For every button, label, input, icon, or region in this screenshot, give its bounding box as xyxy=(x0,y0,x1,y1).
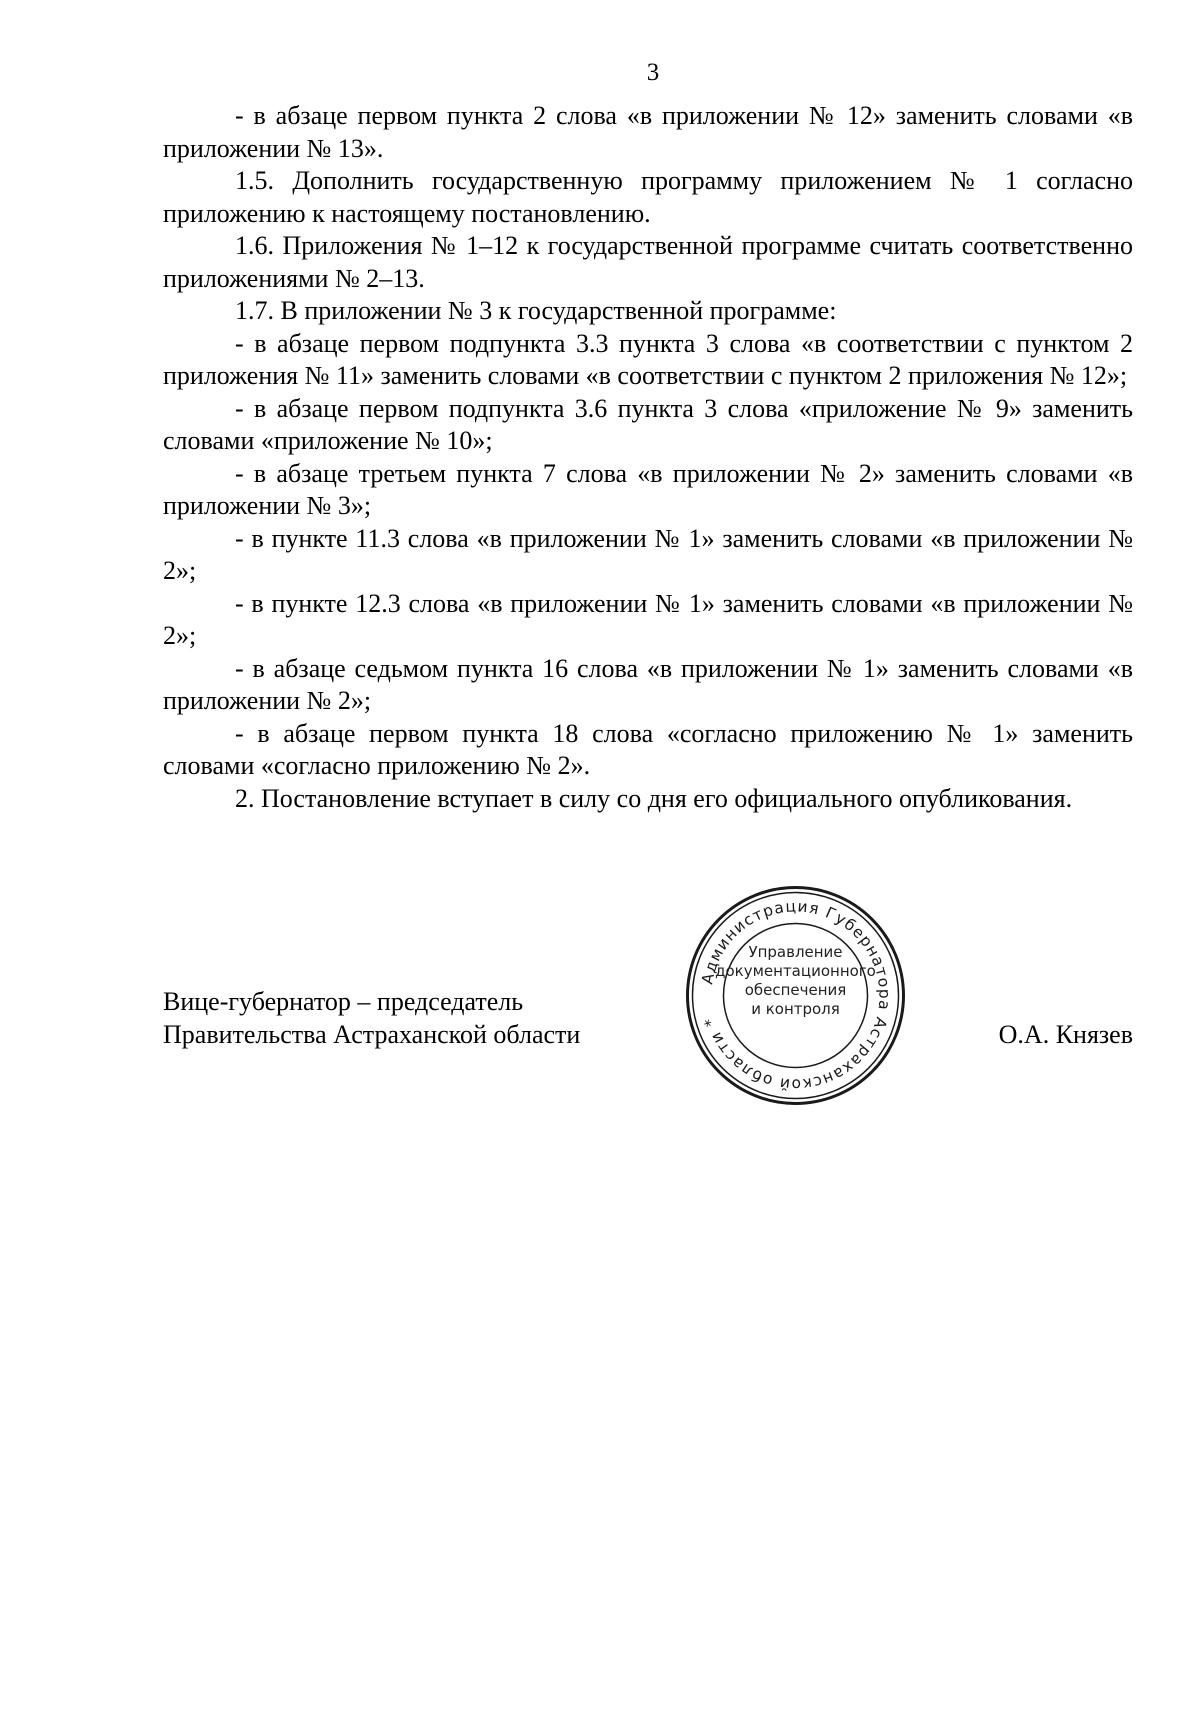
signature-block xyxy=(163,985,1133,1125)
paragraph: 1.5. Дополнить государственную программу приложением № 1 согласно приложению к настоящему постановлению. xyxy=(163,166,1133,228)
paragraph: - в пункте 11.3 слова «в приложении № 1» заменить словами «в приложении № 2»; xyxy=(163,523,1133,585)
seal-center-line: Управление xyxy=(748,943,843,961)
signatory-position-line: Правительства Астраханской области xyxy=(163,1020,581,1049)
seal-center-line: и контроля xyxy=(751,1000,840,1018)
paragraph: - в абзаце первом пункта 2 слова «в приложении № 12» заменить словами «в приложении № 13». xyxy=(163,101,1133,163)
paragraph: - в абзаце первом пункта 18 слова «согласно приложению № 1» заменить словами «согласно приложению № 2». xyxy=(163,718,1133,780)
paragraph: 1.6. Приложения № 1–12 к государственной программе считать соответственно приложениями № 2–13. xyxy=(163,231,1133,293)
paragraph: - в абзаце третьем пункта 7 слова «в приложении № 2» заменить словами «в приложении № 3»; xyxy=(163,458,1133,520)
paragraph: - в пункте 12.3 слова «в приложении № 1» заменить словами «в приложении № 2»; xyxy=(163,588,1133,650)
signatory-position xyxy=(163,985,580,1051)
document-body xyxy=(163,100,1133,815)
seal-center-line: документационного xyxy=(715,962,876,980)
paragraph: 1.7. В приложении № 3 к государственной программе: xyxy=(235,296,837,325)
signatory-position-line: Вице-губернатор – председатель xyxy=(163,987,524,1016)
paragraph: - в абзаце первом подпункта 3.6 пункта 3 слова «приложение № 9» заменить словами «приложение № 10»; xyxy=(163,393,1133,455)
signatory-name: О.А. Князев xyxy=(998,1020,1133,1049)
paragraph: 2. Постановление вступает в силу со дня его официального опубликования. xyxy=(235,783,1073,813)
page-number: 3 xyxy=(646,59,660,86)
seal-ring-text: Администрация Губернатора Астраханской области * xyxy=(698,897,894,1094)
paragraph: - в абзаце первом подпункта 3.3 пункта 3 слова «в соответствии с пунктом 2 приложения № 11» заменить словами «в соответствии с пунктом 2 приложения № 12»; xyxy=(163,328,1133,390)
seal-center-line: обеспечения xyxy=(744,981,847,999)
paragraph: - в абзаце седьмом пункта 16 слова «в приложении № 1» заменить словами «в приложении № 2»; xyxy=(163,653,1133,715)
